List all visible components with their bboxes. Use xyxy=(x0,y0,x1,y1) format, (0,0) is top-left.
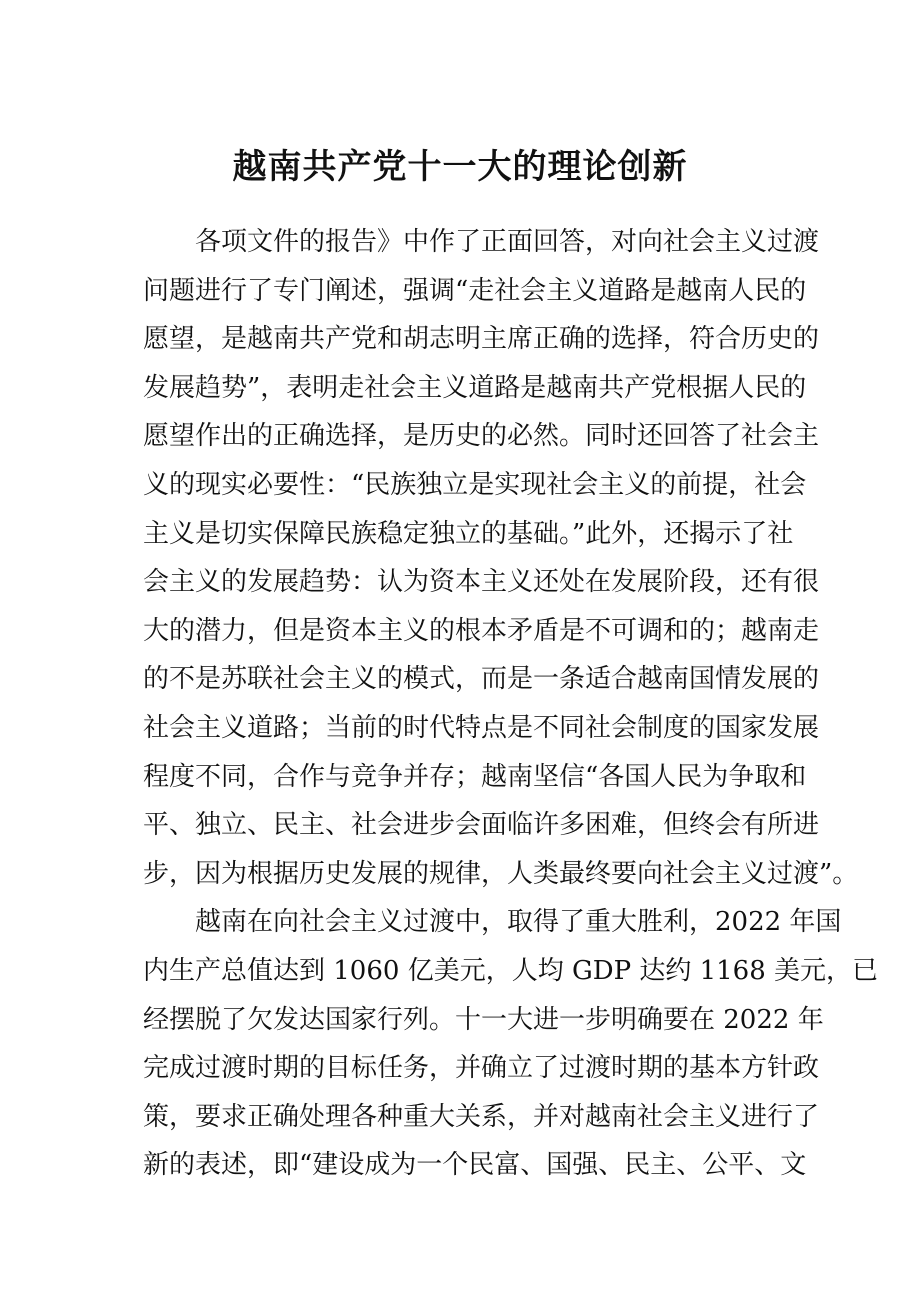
text-line: 策，要求正确处理各种重大关系，并对越南社会主义进行了 xyxy=(143,1101,820,1132)
text-line: 发展趋势”，表明走社会主义道路是越南共产党根据人民的 xyxy=(143,372,807,403)
text-line: 大的潜力，但是资本主义的根本矛盾是不可调和的；越南走 xyxy=(143,615,820,646)
text-line: 会主义的发展趋势：认为资本主义还处在发展阶段，还有很 xyxy=(143,567,820,598)
document-title: 越南共产党十一大的理论创新 xyxy=(232,147,688,187)
text-line: 经摆脱了欠发达国家行列。十一大进一步明确要在 2022 年 xyxy=(143,1004,824,1035)
text-line: 愿望作出的正确选择，是历史的必然。同时还回答了社会主 xyxy=(143,421,820,452)
text-line: 新的表述，即“建设成为一个民富、国强、民主、公平、文 xyxy=(143,1150,807,1181)
paragraph-2 xyxy=(143,898,879,1190)
document-body xyxy=(143,218,879,1190)
text-line: 义的现实必要性：“民族独立是实现社会主义的前提，社会 xyxy=(143,469,807,500)
text-line: 越南在向社会主义过渡中，取得了重大胜利，2022 年国 xyxy=(195,907,842,938)
text-line: 完成过渡时期的目标任务，并确立了过渡时期的基本方针政 xyxy=(143,1053,820,1084)
text-line: 步，因为根据历史发展的规律，人类最终要向社会主义过渡”。 xyxy=(143,858,859,889)
text-line: 社会主义道路；当前的时代特点是不同社会制度的国家发展 xyxy=(143,712,820,743)
text-line: 内生产总值达到 1060 亿美元，人均 GDP 达约 1168 美元，已 xyxy=(143,955,879,986)
text-line: 的不是苏联社会主义的模式，而是一条适合越南国情发展的 xyxy=(143,664,820,695)
text-line: 主义是切实保障民族稳定独立的基础。”此外，还揭示了社 xyxy=(143,518,794,549)
text-line: 各项文件的报告》中作了正面回答，对向社会主义过渡 xyxy=(195,227,820,257)
paragraph-1 xyxy=(143,218,859,898)
text-line: 程度不同，合作与竞争并存；越南坚信“各国人民为争取和 xyxy=(143,761,807,792)
text-line: 愿望，是越南共产党和胡志明主席正确的选择，符合历史的 xyxy=(143,324,820,355)
text-line: 平、独立、民主、社会进步会面临许多困难，但终会有所进 xyxy=(143,810,820,841)
text-line: 问题进行了专门阐述，强调“走社会主义道路是越南人民的 xyxy=(143,275,807,306)
